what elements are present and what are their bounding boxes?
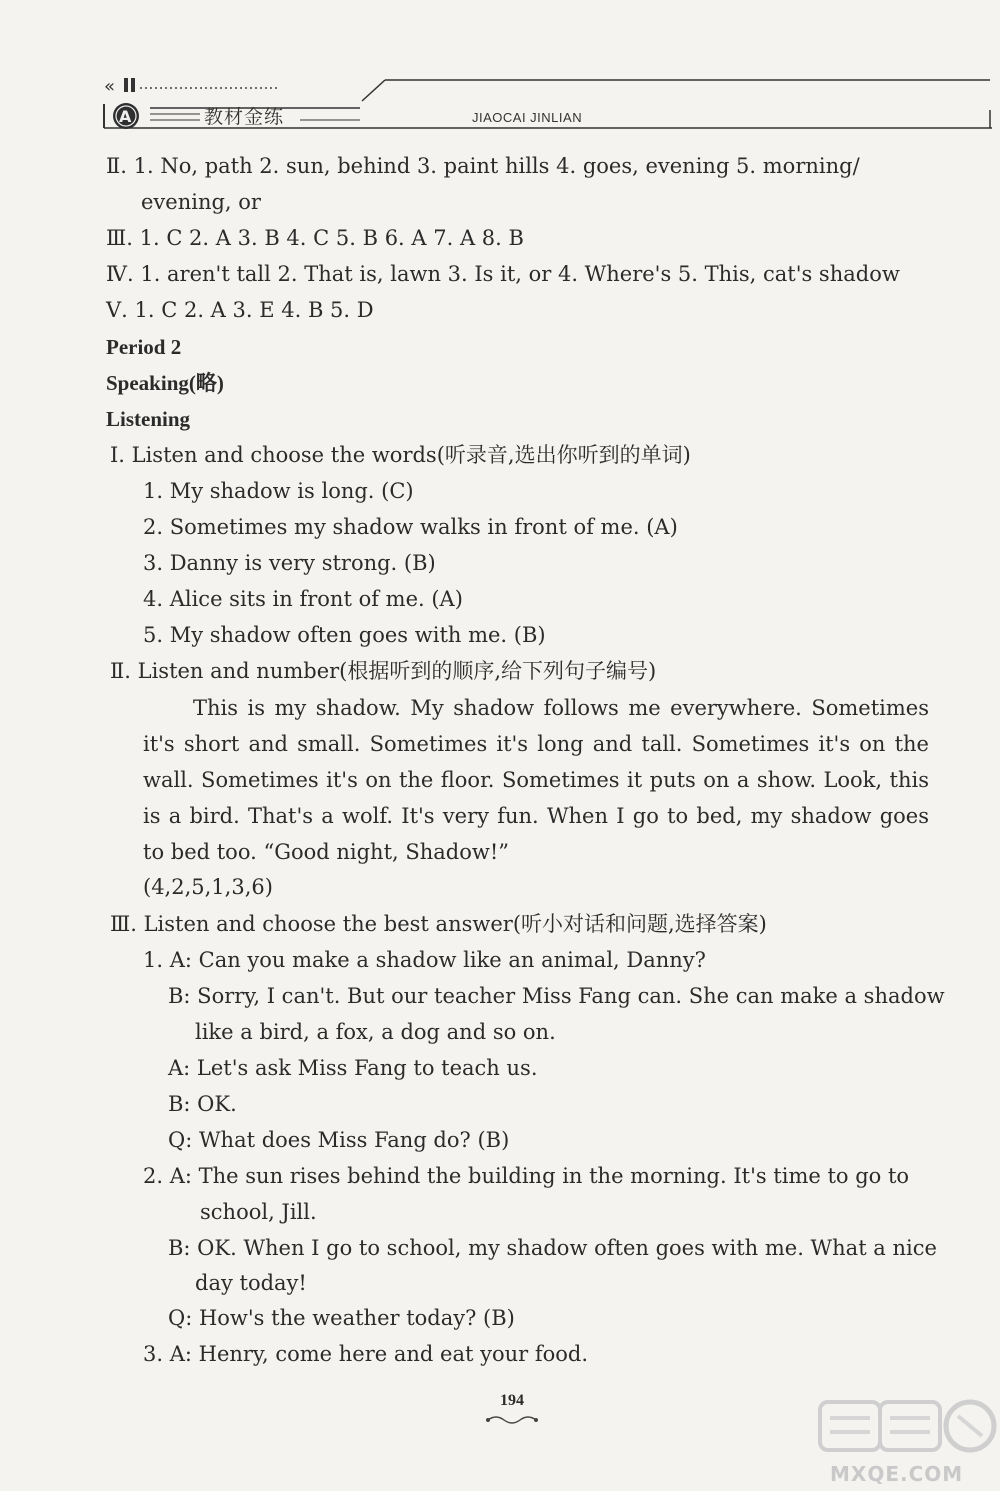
section-heading: Listening [106,407,191,431]
exercise-title: Ⅲ. Listen and choose the best answer(听小对话和问题,选择答案) [110,912,767,936]
section-heading: Speaking(略) [106,371,224,395]
dialogue-line: day today! [195,1271,307,1295]
list-item: 3. Danny is very strong. (B) [143,551,436,575]
watermark-text: MXQE.COM [830,1462,964,1486]
answer-line: Ⅳ. 1. aren't tall 2. That is, lawn 3. Is it, or 4. Where's 5. This, cat's shadow [106,262,900,286]
watermark-logo [818,1392,998,1462]
dialogue-line: B: OK. When I go to school, my shadow often goes with me. What a nice [168,1236,937,1260]
dialogue-line: 3. A: Henry, come here and eat your food. [143,1342,589,1366]
section-heading: Period 2 [106,335,182,359]
list-item: 5. My shadow often goes with me. (B) [143,623,546,647]
header-subtitle: JIAOCAI JINLIAN [472,110,583,125]
dialogue-line: 2. A: The sun rises behind the building in the morning. It's time to go to [143,1164,910,1188]
dialogue-question: Q: How's the weather today? (B) [168,1306,515,1330]
answer-sequence: (4,2,5,1,3,6) [143,875,273,899]
dialogue-question: Q: What does Miss Fang do? (B) [168,1128,510,1152]
dialogue-line: B: Sorry, I can't. But our teacher Miss Fang can. She can make a shadow [168,984,945,1008]
svg-text:A: A [119,107,132,126]
answer-line: Ⅴ. 1. C 2. A 3. E 4. B 5. D [106,298,374,322]
dialogue-line: B: OK. [168,1092,237,1116]
exercise-title: Ⅰ. Listen and choose the words(听录音,选出你听到的单词) [110,443,691,467]
header-title: 教材金练 [204,106,285,128]
page-number-ornament [484,1413,544,1427]
listening-passage: This is my shadow. My shadow follows me everywhere. Sometimes it's short and small. Sometimes it's long and tall. Sometimes it's on the wall. Sometimes it's on the floor. Sometimes it puts on a show. Look, this is a bird. That's a wolf. It's very fun. When I go to bed, my shadow goes to bed too. “Good night, Shadow!” [143,696,929,864]
list-item: 4. Alice sits in front of me. (A) [143,587,463,611]
dialogue-line: A: Let's ask Miss Fang to teach us. [168,1056,538,1080]
exercise-title: Ⅱ. Listen and number(根据听到的顺序,给下列句子编号) [110,659,657,683]
answer-line: Ⅲ. 1. C 2. A 3. B 4. C 5. B 6. A 7. A 8. B [106,226,524,250]
svg-text:«: « [104,76,116,97]
answer-line: Ⅱ. 1. No, path 2. sun, behind 3. paint hills 4. goes, evening 5. morning/ [106,154,860,178]
page-number: 194 [500,1392,524,1409]
list-item: 2. Sometimes my shadow walks in front of me. (A) [143,515,678,539]
dialogue-line: like a bird, a fox, a dog and so on. [195,1020,556,1044]
list-item: 1. My shadow is long. (C) [143,479,414,503]
answer-line: evening, or [141,190,261,214]
dialogue-line: 1. A: Can you make a shadow like an animal, Danny? [143,948,706,972]
page-header [0,0,1000,140]
dialogue-line: school, Jill. [200,1200,317,1224]
